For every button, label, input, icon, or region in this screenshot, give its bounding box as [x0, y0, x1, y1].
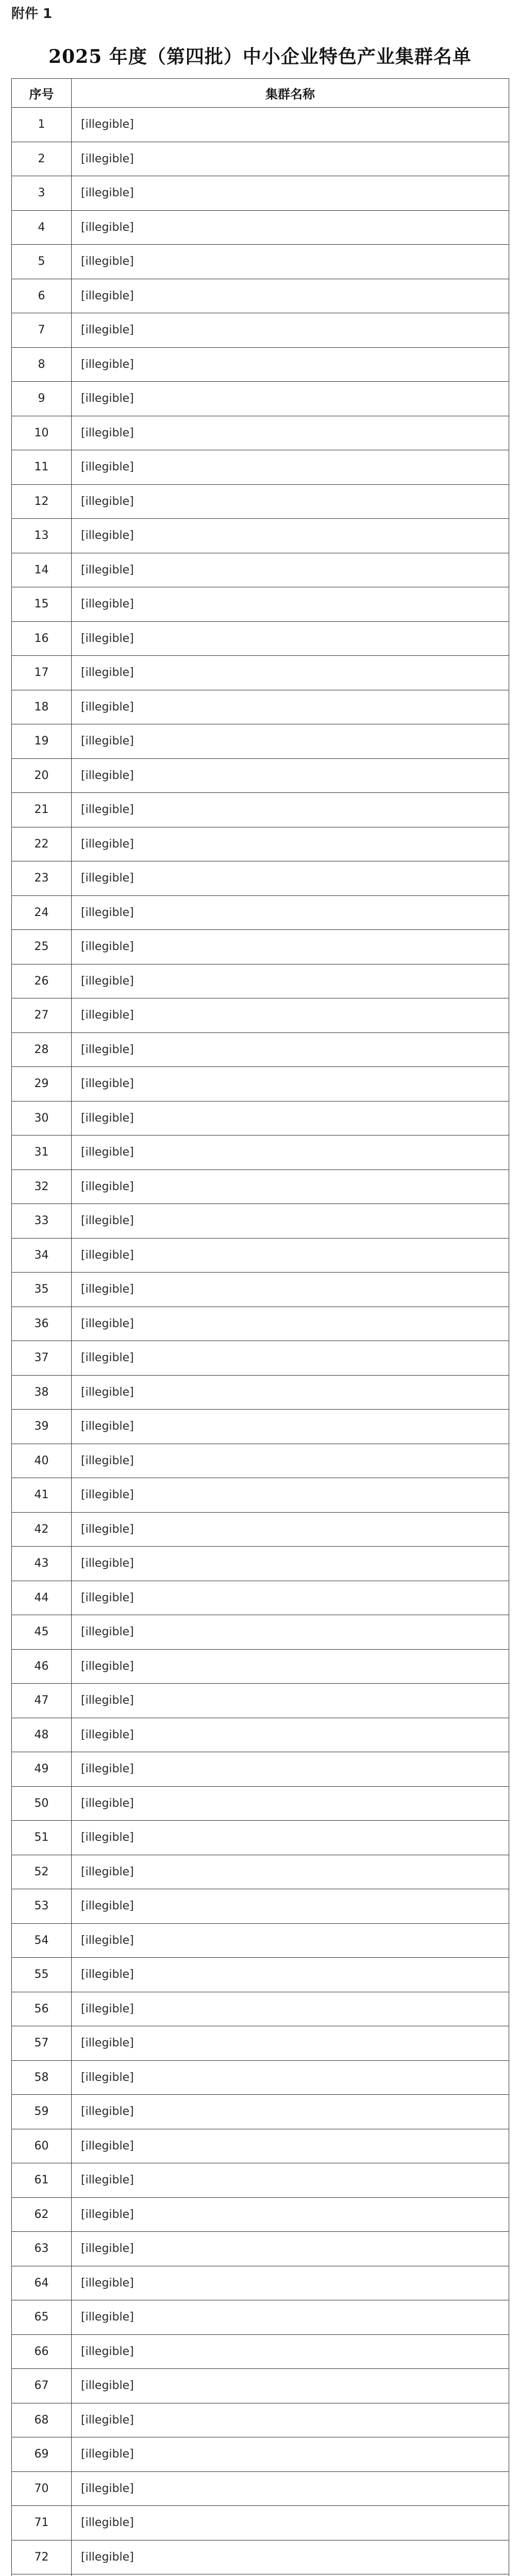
cluster-name: [illegible] — [72, 2266, 509, 2300]
cluster-name: [illegible] — [72, 2437, 509, 2472]
row-number: 46 — [12, 1649, 72, 1684]
table-row — [12, 656, 509, 690]
row-number: 31 — [12, 1136, 72, 1170]
table-row — [12, 2471, 509, 2506]
table-row — [12, 279, 509, 313]
row-number: 10 — [12, 416, 72, 450]
row-number: 4 — [12, 210, 72, 245]
cluster-name: [illegible] — [72, 656, 509, 690]
table-row — [12, 2026, 509, 2061]
table-row — [12, 553, 509, 587]
cluster-name: [illegible] — [72, 1444, 509, 1478]
table-row — [12, 1547, 509, 1581]
row-number: 6 — [12, 279, 72, 313]
table-row — [12, 2197, 509, 2232]
row-number: 54 — [12, 1923, 72, 1958]
table-row — [12, 2300, 509, 2335]
row-number: 42 — [12, 1512, 72, 1547]
row-number: 38 — [12, 1375, 72, 1410]
table-row — [12, 2540, 509, 2574]
table-row — [12, 416, 509, 450]
row-number: 27 — [12, 998, 72, 1033]
table-row — [12, 1204, 509, 1239]
table-row — [12, 1786, 509, 1821]
table-row — [12, 1238, 509, 1273]
cluster-name: [illegible] — [72, 930, 509, 964]
cluster-name: [illegible] — [72, 1958, 509, 1992]
table-body — [12, 108, 509, 2576]
page-title: 2025 年度（第四批）中小企业特色产业集群名单 — [48, 46, 472, 67]
cluster-name: [illegible] — [72, 2506, 509, 2540]
table-row — [12, 2266, 509, 2300]
row-number: 44 — [12, 1581, 72, 1615]
cluster-name: [illegible] — [72, 2471, 509, 2506]
cluster-name: [illegible] — [72, 2232, 509, 2266]
table-row — [12, 1410, 509, 1444]
column-header-number: 序号 — [12, 79, 72, 108]
cluster-name: [illegible] — [72, 1512, 509, 1547]
cluster-name: [illegible] — [72, 2129, 509, 2163]
table-row — [12, 1923, 509, 1958]
table-row — [12, 1752, 509, 1787]
cluster-name: [illegible] — [72, 2334, 509, 2369]
table-row — [12, 930, 509, 964]
cluster-name: [illegible] — [72, 2403, 509, 2437]
table-row — [12, 2369, 509, 2403]
cluster-name: [illegible] — [72, 142, 509, 176]
table-row — [12, 1307, 509, 1341]
row-number: 40 — [12, 1444, 72, 1478]
table-row — [12, 1684, 509, 1718]
row-number: 41 — [12, 1478, 72, 1513]
cluster-name — [72, 2574, 509, 2576]
cluster-name: [illegible] — [72, 382, 509, 416]
table-row — [12, 1101, 509, 1136]
cluster-name: [illegible] — [72, 1821, 509, 1855]
table-row — [12, 690, 509, 724]
row-number: 71 — [12, 2506, 72, 2540]
row-number: 13 — [12, 519, 72, 553]
cluster-name: [illegible] — [72, 1581, 509, 1615]
cluster-name: [illegible] — [72, 1032, 509, 1067]
table-row — [12, 1889, 509, 1924]
row-number: 25 — [12, 930, 72, 964]
row-number: 50 — [12, 1786, 72, 1821]
table-row — [12, 382, 509, 416]
cluster-list-table — [11, 78, 509, 2576]
cluster-name: [illegible] — [72, 1923, 509, 1958]
cluster-table-container — [11, 78, 509, 2576]
row-number: 43 — [12, 1547, 72, 1581]
table-row — [12, 621, 509, 656]
cluster-name: [illegible] — [72, 2026, 509, 2061]
table-row — [12, 2574, 509, 2576]
table-row — [12, 1821, 509, 1855]
table-row — [12, 2506, 509, 2540]
table-row — [12, 1375, 509, 1410]
cluster-name: [illegible] — [72, 827, 509, 861]
table-row — [12, 1136, 509, 1170]
row-number: 53 — [12, 1889, 72, 1924]
cluster-name: [illegible] — [72, 2369, 509, 2403]
cluster-name: [illegible] — [72, 176, 509, 211]
row-number: 63 — [12, 2232, 72, 2266]
table-row — [12, 1512, 509, 1547]
table-row — [12, 2437, 509, 2472]
table-row — [12, 2060, 509, 2095]
table-row — [12, 2232, 509, 2266]
row-number: 8 — [12, 347, 72, 382]
cluster-name: [illegible] — [72, 964, 509, 998]
attachment-label: 附件 1 — [11, 6, 53, 22]
table-row — [12, 793, 509, 827]
cluster-name: [illegible] — [72, 347, 509, 382]
row-number: 70 — [12, 2471, 72, 2506]
cluster-name: [illegible] — [72, 1375, 509, 1410]
cluster-name: [illegible] — [72, 1170, 509, 1204]
table-row — [12, 1444, 509, 1478]
cluster-name: [illegible] — [72, 313, 509, 348]
table-row — [12, 1855, 509, 1889]
row-number: 1 — [12, 108, 72, 142]
cluster-name: [illegible] — [72, 587, 509, 622]
cluster-name: [illegible] — [72, 793, 509, 827]
row-number: 24 — [12, 895, 72, 930]
table-row — [12, 210, 509, 245]
row-number: 58 — [12, 2060, 72, 2095]
table-row — [12, 1992, 509, 2026]
cluster-name: [illegible] — [72, 519, 509, 553]
row-number: 61 — [12, 2163, 72, 2198]
row-number: 69 — [12, 2437, 72, 2472]
cluster-name: [illegible] — [72, 2095, 509, 2129]
row-number: 20 — [12, 758, 72, 793]
row-number: 62 — [12, 2197, 72, 2232]
row-number: 39 — [12, 1410, 72, 1444]
cluster-name: [illegible] — [72, 1238, 509, 1273]
cluster-name: [illegible] — [72, 758, 509, 793]
table-row — [12, 2163, 509, 2198]
row-number: 12 — [12, 484, 72, 519]
row-number: 11 — [12, 450, 72, 485]
row-number: 37 — [12, 1341, 72, 1376]
cluster-name: [illegible] — [72, 1101, 509, 1136]
cluster-name: [illegible] — [72, 2060, 509, 2095]
cluster-name: [illegible] — [72, 621, 509, 656]
table-row — [12, 245, 509, 279]
row-number: 57 — [12, 2026, 72, 2061]
table-row — [12, 347, 509, 382]
row-number: 52 — [12, 1855, 72, 1889]
row-number: 2 — [12, 142, 72, 176]
row-number: 59 — [12, 2095, 72, 2129]
row-number: 45 — [12, 1615, 72, 1650]
cluster-name: [illegible] — [72, 553, 509, 587]
row-number: 47 — [12, 1684, 72, 1718]
table-row — [12, 2334, 509, 2369]
table-row — [12, 998, 509, 1033]
cluster-name: [illegible] — [72, 895, 509, 930]
row-number: 29 — [12, 1067, 72, 1101]
table-row — [12, 1170, 509, 1204]
row-number: 30 — [12, 1101, 72, 1136]
row-number: 17 — [12, 656, 72, 690]
table-row — [12, 758, 509, 793]
table-row — [12, 1958, 509, 1992]
table-row — [12, 2403, 509, 2437]
cluster-name: [illegible] — [72, 1136, 509, 1170]
row-number: 23 — [12, 861, 72, 896]
cluster-name: [illegible] — [72, 1410, 509, 1444]
table-row — [12, 2095, 509, 2129]
row-number: 18 — [12, 690, 72, 724]
cluster-name: [illegible] — [72, 1889, 509, 1924]
row-number: 32 — [12, 1170, 72, 1204]
cluster-name: [illegible] — [72, 484, 509, 519]
row-number: 21 — [12, 793, 72, 827]
row-number: 67 — [12, 2369, 72, 2403]
row-number: 7 — [12, 313, 72, 348]
cluster-name: [illegible] — [72, 2540, 509, 2574]
cluster-name: [illegible] — [72, 1478, 509, 1513]
cluster-name: [illegible] — [72, 861, 509, 896]
cluster-name: [illegible] — [72, 2197, 509, 2232]
row-number: 49 — [12, 1752, 72, 1787]
row-number: 9 — [12, 382, 72, 416]
row-number: 56 — [12, 1992, 72, 2026]
table-row — [12, 895, 509, 930]
table-header — [12, 79, 509, 108]
table-row — [12, 1615, 509, 1650]
cluster-name: [illegible] — [72, 210, 509, 245]
table-header-row — [12, 79, 509, 108]
row-number: 48 — [12, 1718, 72, 1752]
table-row — [12, 519, 509, 553]
row-number: 14 — [12, 553, 72, 587]
row-number: 72 — [12, 2540, 72, 2574]
cluster-name: [illegible] — [72, 2300, 509, 2335]
row-number: 36 — [12, 1307, 72, 1341]
cluster-name: [illegible] — [72, 2163, 509, 2198]
row-number: 5 — [12, 245, 72, 279]
row-number: 65 — [12, 2300, 72, 2335]
row-number: 64 — [12, 2266, 72, 2300]
cluster-name: [illegible] — [72, 1786, 509, 1821]
row-number — [12, 2574, 72, 2576]
table-row — [12, 450, 509, 485]
cluster-name: [illegible] — [72, 1718, 509, 1752]
row-number: 34 — [12, 1238, 72, 1273]
row-number: 35 — [12, 1273, 72, 1307]
cluster-name: [illegible] — [72, 1273, 509, 1307]
table-row — [12, 1718, 509, 1752]
table-row — [12, 1067, 509, 1101]
row-number: 66 — [12, 2334, 72, 2369]
table-row — [12, 313, 509, 348]
cluster-name: [illegible] — [72, 1752, 509, 1787]
table-row — [12, 587, 509, 622]
cluster-name: [illegible] — [72, 1067, 509, 1101]
cluster-name: [illegible] — [72, 108, 509, 142]
row-number: 26 — [12, 964, 72, 998]
row-number: 22 — [12, 827, 72, 861]
cluster-name: [illegible] — [72, 1992, 509, 2026]
table-row — [12, 142, 509, 176]
table-row — [12, 861, 509, 896]
row-number: 16 — [12, 621, 72, 656]
cluster-name: [illegible] — [72, 1547, 509, 1581]
row-number: 51 — [12, 1821, 72, 1855]
cluster-name: [illegible] — [72, 450, 509, 485]
table-row — [12, 108, 509, 142]
cluster-name: [illegible] — [72, 1341, 509, 1376]
row-number: 68 — [12, 2403, 72, 2437]
cluster-name: [illegible] — [72, 279, 509, 313]
row-number: 15 — [12, 587, 72, 622]
cluster-name: [illegible] — [72, 724, 509, 759]
row-number: 55 — [12, 1958, 72, 1992]
table-row — [12, 1581, 509, 1615]
cluster-name: [illegible] — [72, 245, 509, 279]
table-row — [12, 484, 509, 519]
row-number: 19 — [12, 724, 72, 759]
table-row — [12, 2129, 509, 2163]
row-number: 60 — [12, 2129, 72, 2163]
row-number: 3 — [12, 176, 72, 211]
table-row — [12, 1341, 509, 1376]
cluster-name: [illegible] — [72, 416, 509, 450]
table-row — [12, 724, 509, 759]
table-row — [12, 964, 509, 998]
column-header-name: 集群名称 — [72, 79, 509, 108]
cluster-name: [illegible] — [72, 690, 509, 724]
cluster-name: [illegible] — [72, 998, 509, 1033]
table-row — [12, 1478, 509, 1513]
row-number: 33 — [12, 1204, 72, 1239]
cluster-name: [illegible] — [72, 1684, 509, 1718]
table-row — [12, 1032, 509, 1067]
cluster-name: [illegible] — [72, 1615, 509, 1650]
row-number: 28 — [12, 1032, 72, 1067]
table-row — [12, 1273, 509, 1307]
cluster-name: [illegible] — [72, 1855, 509, 1889]
table-row — [12, 176, 509, 211]
cluster-name: [illegible] — [72, 1204, 509, 1239]
cluster-name: [illegible] — [72, 1307, 509, 1341]
table-row — [12, 1649, 509, 1684]
table-row — [12, 827, 509, 861]
cluster-name: [illegible] — [72, 1649, 509, 1684]
